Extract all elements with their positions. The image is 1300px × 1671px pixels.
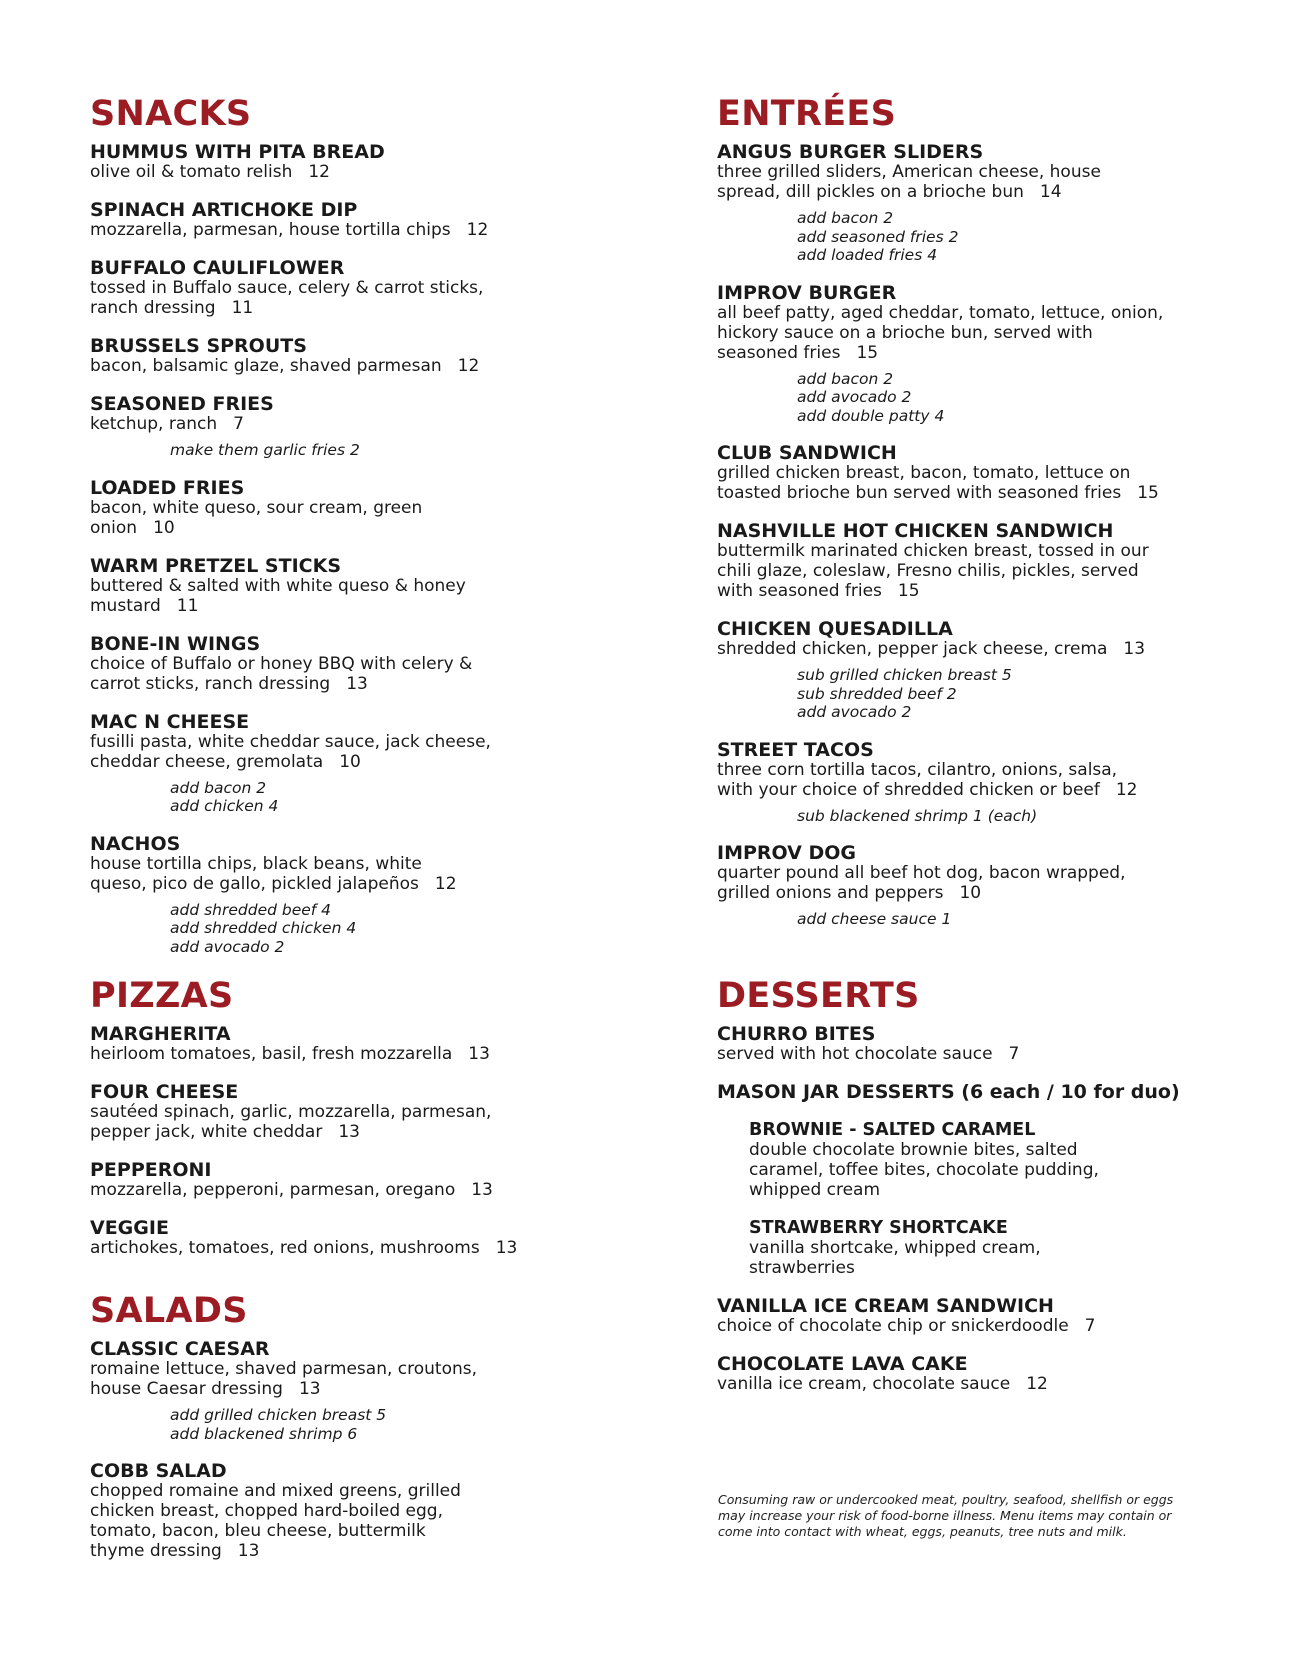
menu-item — [717, 1296, 1217, 1336]
description-line — [749, 1180, 1217, 1200]
description-text: artichokes, tomatoes, red onions, mushrooms — [90, 1238, 480, 1258]
description-text: heirloom tomatoes, basil, fresh mozzarella — [90, 1044, 453, 1064]
menu-item — [717, 142, 1217, 265]
menu-item — [90, 834, 650, 957]
sub-items — [749, 1120, 1217, 1278]
item-description — [90, 278, 650, 318]
addon-option: add shredded beef 4 — [170, 900, 332, 919]
addon-option: add bacon 2 — [797, 369, 894, 388]
description-text: chili glaze, coleslaw, Fresno chilis, pickles, served — [717, 561, 1139, 581]
item-price: 7 — [1084, 1316, 1096, 1336]
addon-option: make them garlic fries 2 — [170, 441, 360, 459]
description-text: carrot sticks, ranch dressing — [90, 673, 331, 694]
item-description — [717, 863, 1217, 903]
description-line — [90, 732, 650, 752]
description-line — [90, 1541, 650, 1561]
item-description — [90, 498, 650, 538]
description-text: bacon, balsamic glaze, shaved parmesan — [90, 356, 442, 376]
description-text: with seasoned fries — [717, 581, 882, 601]
description-text: ranch dressing — [90, 298, 216, 318]
item-description — [90, 854, 650, 894]
description-line — [717, 541, 1217, 561]
item-description — [90, 414, 650, 434]
description-line — [717, 182, 1217, 202]
description-line — [717, 463, 1217, 483]
item-name: PEPPERONI — [90, 1159, 212, 1181]
item-addons — [170, 441, 650, 460]
item-price: 12 — [434, 873, 457, 894]
item-name: MARGHERITA — [90, 1023, 231, 1045]
item-price: 15 — [897, 581, 920, 601]
description-line — [749, 1258, 1217, 1278]
item-name: BROWNIE - SALTED CARAMEL — [749, 1120, 1036, 1140]
description-line — [90, 674, 650, 694]
description-line — [90, 278, 650, 298]
item-price: 12 — [457, 356, 480, 376]
description-line — [717, 639, 1217, 659]
addon-option: add avocado 2 — [797, 388, 912, 406]
item-name: VANILLA ICE CREAM SANDWICH — [717, 1295, 1054, 1317]
item-name: BUFFALO CAULIFLOWER — [90, 257, 345, 279]
description-line — [717, 1316, 1217, 1336]
description-line — [90, 356, 650, 376]
description-text: olive oil & tomato relish — [90, 162, 293, 182]
menu-item — [90, 1218, 650, 1258]
item-description — [717, 1044, 1217, 1064]
item-name: CLUB SANDWICH — [717, 442, 897, 464]
description-text: served with hot chocolate sauce — [717, 1044, 993, 1064]
item-description — [90, 356, 650, 376]
item-name: CLASSIC CAESAR — [90, 1338, 270, 1360]
item-addons — [797, 370, 1217, 426]
item-name: STRAWBERRY SHORTCAKE — [749, 1218, 1008, 1238]
item-name: WARM PRETZEL STICKS — [90, 554, 341, 577]
description-text: vanilla ice cream, chocolate sauce — [717, 1374, 1011, 1394]
menu-item — [90, 1024, 650, 1064]
item-description — [90, 1044, 650, 1064]
item-price: 12 — [466, 220, 489, 240]
description-line — [90, 220, 650, 240]
description-line — [90, 414, 650, 434]
description-text: double chocolate brownie bites, salted — [749, 1140, 1078, 1160]
description-line — [717, 162, 1217, 182]
menu-item — [90, 478, 650, 538]
item-name: BRUSSELS SPROUTS — [90, 335, 307, 357]
item-name: COBB SALAD — [90, 1460, 227, 1482]
allergy-disclaimer: Consuming raw or undercooked meat, poultry, seafood, shellfish or eggs may increase your risk of food-borne illness. Menu items may contain or come into contact with wheat, eggs, peanuts, tree nuts and milk. — [718, 1492, 1174, 1539]
menu-item — [90, 712, 650, 816]
description-text: choice of Buffalo or honey BBQ with celery & — [90, 653, 473, 674]
menu-item — [90, 336, 650, 376]
addon-option: add bacon 2 — [797, 209, 894, 227]
description-text: cheddar cheese, gremolata — [90, 751, 324, 772]
description-line — [90, 518, 650, 538]
item-description — [90, 162, 650, 182]
addon-option: add blackened shrimp 6 — [170, 1424, 358, 1443]
item-price: 14 — [1039, 182, 1062, 202]
description-text: mozzarella, pepperoni, parmesan, oregano — [90, 1180, 456, 1200]
item-price: 13 — [468, 1044, 490, 1064]
description-line — [90, 498, 650, 518]
addon-option: sub blackened shrimp 1 (each) — [797, 806, 1038, 825]
description-text: shredded chicken, pepper jack cheese, crema — [717, 639, 1108, 659]
item-price: 13 — [346, 673, 368, 694]
section-heading: DESSERTS — [717, 976, 920, 1016]
menu-item — [90, 1160, 650, 1200]
item-price: 10 — [153, 517, 175, 538]
description-text: grilled chicken breast, bacon, tomato, lettuce on — [717, 463, 1131, 483]
menu-item — [749, 1120, 1217, 1200]
menu-item — [90, 258, 650, 318]
description-text: house tortilla chips, black beans, white — [90, 853, 422, 874]
description-text: three corn tortilla tacos, cilantro, onions, salsa, — [717, 759, 1118, 780]
item-name: SEASONED FRIES — [90, 393, 274, 415]
description-line — [717, 1374, 1217, 1394]
item-description — [90, 1180, 650, 1200]
description-line — [749, 1160, 1217, 1180]
addon-option: add seasoned fries 2 — [797, 227, 959, 246]
item-description — [717, 162, 1217, 202]
addon-option: add double patty 4 — [797, 406, 945, 425]
description-line — [717, 323, 1217, 343]
description-line — [90, 596, 650, 616]
item-price: 15 — [856, 342, 879, 363]
item-price: 13 — [338, 1122, 360, 1142]
section-snacks — [90, 94, 650, 974]
item-description — [90, 1359, 650, 1399]
description-text: with your choice of shredded chicken or beef — [717, 779, 1100, 800]
menu-item — [90, 556, 650, 616]
description-line — [717, 303, 1217, 323]
item-description — [717, 463, 1217, 503]
addon-option: add cheese sauce 1 — [797, 910, 952, 928]
menu-item — [749, 1218, 1217, 1278]
description-line — [717, 760, 1217, 780]
description-line — [90, 1102, 650, 1122]
menu-item — [717, 443, 1217, 503]
description-text: chopped romaine and mixed greens, grilled — [90, 1481, 461, 1501]
description-line — [90, 1501, 650, 1521]
section-salads — [90, 1291, 650, 1579]
item-price: 7 — [233, 414, 244, 434]
item-price: 12 — [308, 162, 330, 182]
item-price: 10 — [959, 883, 982, 903]
addon-option: add bacon 2 — [170, 778, 267, 797]
description-line — [90, 1379, 650, 1399]
item-price: 12 — [1115, 779, 1138, 800]
menu-item — [90, 1082, 650, 1142]
description-line — [749, 1238, 1217, 1258]
item-price: 11 — [231, 298, 254, 318]
description-text: onion — [90, 517, 138, 538]
item-price: 12 — [1026, 1374, 1048, 1394]
addon-option: sub grilled chicken breast 5 — [797, 666, 1012, 684]
item-description — [90, 220, 650, 240]
item-name: IMPROV DOG — [717, 842, 857, 864]
section-heading: PIZZAS — [90, 976, 234, 1016]
description-text: spread, dill pickles on a brioche bun — [717, 182, 1024, 202]
item-name: IMPROV BURGER — [717, 281, 897, 304]
description-text: quarter pound all beef hot dog, bacon wrapped, — [717, 863, 1126, 883]
menu-item — [90, 1339, 650, 1443]
description-text: grilled onions and peppers — [717, 883, 944, 903]
description-line — [90, 576, 650, 596]
item-description — [749, 1140, 1217, 1200]
description-text: hickory sauce on a brioche bun, served with — [717, 322, 1093, 343]
description-text: mozzarella, parmesan, house tortilla chips — [90, 220, 451, 240]
item-name: ANGUS BURGER SLIDERS — [717, 141, 984, 163]
description-line — [90, 1180, 650, 1200]
description-line — [717, 883, 1217, 903]
description-line — [90, 1238, 650, 1258]
description-line — [717, 561, 1217, 581]
description-text: pepper jack, white cheddar — [90, 1122, 323, 1142]
item-description — [90, 1481, 650, 1561]
description-text: tossed in Buffalo sauce, celery & carrot sticks, — [90, 278, 484, 298]
addon-option: sub shredded beef 2 — [797, 684, 957, 703]
menu-item — [717, 1082, 1217, 1278]
item-name: CHICKEN QUESADILLA — [717, 618, 953, 640]
item-name: VEGGIE — [90, 1217, 169, 1239]
menu-item — [717, 1354, 1217, 1394]
item-name: BONE-IN WINGS — [90, 632, 261, 655]
addon-option: add shredded chicken 4 — [170, 919, 357, 937]
description-line — [749, 1140, 1217, 1160]
description-text: all beef patty, aged cheddar, tomato, lettuce, onion, — [717, 302, 1164, 323]
menu-item — [717, 1024, 1217, 1064]
description-text: chicken breast, chopped hard-boiled egg, — [90, 1501, 443, 1521]
addon-option: add loaded fries 4 — [797, 246, 938, 264]
item-name: HUMMUS WITH PITA BREAD — [90, 141, 385, 163]
item-name: CHURRO BITES — [717, 1023, 876, 1045]
description-line — [717, 581, 1217, 601]
description-line — [90, 1481, 650, 1501]
item-price: 13 — [237, 1541, 260, 1561]
description-text: ketchup, ranch — [90, 414, 218, 434]
description-text: tomato, bacon, bleu cheese, buttermilk — [90, 1521, 426, 1541]
description-line — [90, 752, 650, 772]
description-line — [717, 483, 1217, 503]
menu-item — [90, 200, 650, 240]
item-description — [717, 1374, 1217, 1394]
description-text: three grilled sliders, American cheese, house — [717, 162, 1101, 182]
item-description — [717, 1316, 1217, 1336]
item-description — [90, 654, 650, 694]
description-line — [717, 780, 1217, 800]
description-text: buttered & salted with white queso & honey — [90, 575, 466, 596]
item-name: STREET TACOS — [717, 738, 874, 761]
description-line — [90, 1521, 650, 1541]
addon-option: add grilled chicken breast 5 — [170, 1406, 387, 1424]
description-text: seasoned fries — [717, 342, 841, 363]
description-text: mustard — [90, 595, 161, 616]
addon-option: add avocado 2 — [170, 937, 285, 956]
description-text: toasted brioche bun served with seasoned fries — [717, 483, 1122, 503]
item-name: CHOCOLATE LAVA CAKE — [717, 1353, 968, 1375]
item-description — [90, 1102, 650, 1142]
item-description — [717, 639, 1217, 659]
menu-item — [90, 394, 650, 460]
item-price: 13 — [495, 1238, 518, 1258]
description-line — [717, 343, 1217, 363]
item-addons — [797, 209, 1217, 265]
description-text: bacon, white queso, sour cream, green — [90, 497, 423, 518]
description-text: vanilla shortcake, whipped cream, — [749, 1238, 1041, 1258]
item-name: SPINACH ARTICHOKE DIP — [90, 199, 358, 221]
item-description — [90, 576, 650, 616]
item-price: 13 — [298, 1379, 321, 1399]
description-text: queso, pico de gallo, pickled jalapeños — [90, 873, 419, 894]
item-price: 10 — [339, 751, 361, 772]
menu-item — [717, 843, 1217, 929]
description-line — [90, 162, 650, 182]
item-description — [90, 732, 650, 772]
menu-item — [90, 142, 650, 182]
description-line — [90, 1044, 650, 1064]
description-text: fusilli pasta, white cheddar sauce, jack cheese, — [90, 731, 491, 752]
item-addons — [797, 807, 1217, 826]
section-entrees — [717, 94, 1217, 947]
item-name: FOUR CHEESE — [90, 1081, 239, 1103]
item-name: MASON JAR DESSERTS (6 each / 10 for duo) — [717, 1081, 1180, 1103]
item-addons — [797, 910, 1217, 929]
item-name: LOADED FRIES — [90, 476, 245, 499]
menu-item — [717, 283, 1217, 426]
description-text: caramel, toffee bites, chocolate pudding, — [749, 1160, 1099, 1180]
section-heading: ENTRÉES — [717, 94, 897, 134]
item-addons — [797, 666, 1217, 722]
description-text: whipped cream — [749, 1180, 881, 1200]
description-text: strawberries — [749, 1258, 855, 1278]
section-heading: SALADS — [90, 1291, 248, 1331]
menu-item — [717, 521, 1217, 601]
item-description — [749, 1238, 1217, 1278]
item-price: 13 — [1123, 639, 1146, 659]
addon-option: add avocado 2 — [797, 703, 912, 721]
item-price: 7 — [1008, 1044, 1020, 1064]
item-name: NACHOS — [90, 832, 181, 855]
menu-item — [90, 634, 650, 694]
item-price: 11 — [176, 595, 199, 616]
description-line — [717, 863, 1217, 883]
item-name: NASHVILLE HOT CHICKEN SANDWICH — [717, 520, 1114, 542]
item-addons — [170, 1406, 650, 1443]
item-price: 15 — [1137, 483, 1159, 503]
item-addons — [170, 901, 650, 957]
description-text: romaine lettuce, shaved parmesan, croutons, — [90, 1359, 478, 1379]
item-description — [717, 541, 1217, 601]
description-text: house Caesar dressing — [90, 1379, 283, 1399]
item-name: MAC N CHEESE — [90, 710, 250, 733]
description-line — [90, 654, 650, 674]
addon-option: add chicken 4 — [170, 797, 279, 815]
description-line — [90, 298, 650, 318]
menu-item — [717, 619, 1217, 722]
description-text: thyme dressing — [90, 1541, 222, 1561]
description-text: sautéed spinach, garlic, mozzarella, parmesan, — [90, 1102, 492, 1122]
description-line — [90, 1359, 650, 1379]
menu-item — [717, 740, 1217, 826]
item-description — [90, 1238, 650, 1258]
section-heading: SNACKS — [90, 94, 252, 134]
section-pizzas — [90, 976, 650, 1276]
description-text: choice of chocolate chip or snickerdoodle — [717, 1316, 1069, 1336]
item-addons — [170, 779, 650, 816]
description-text: buttermilk marinated chicken breast, tossed in our — [717, 541, 1149, 561]
item-description — [717, 760, 1217, 800]
description-line — [90, 874, 650, 894]
item-description — [717, 303, 1217, 363]
description-line — [717, 1044, 1217, 1064]
description-line — [90, 1122, 650, 1142]
section-desserts — [717, 976, 1217, 1412]
menu-item — [90, 1461, 650, 1561]
item-price: 13 — [471, 1180, 493, 1200]
description-line — [90, 854, 650, 874]
